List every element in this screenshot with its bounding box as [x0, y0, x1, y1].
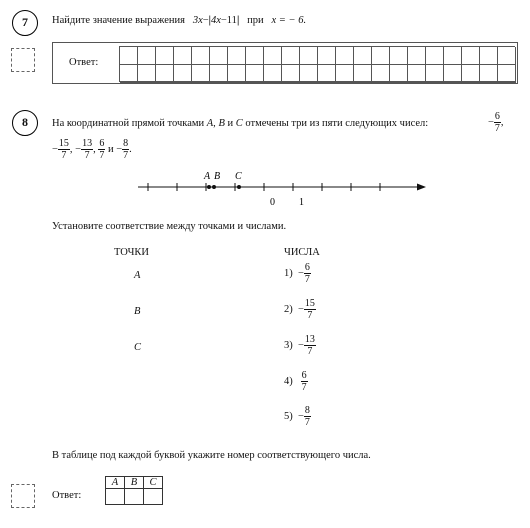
answer-grid-cell[interactable] [390, 47, 408, 65]
option-3 [284, 334, 316, 357]
option-4-num: 6 [301, 370, 307, 381]
intro-fraction-1-frac [494, 111, 501, 134]
one-label: 1 [299, 197, 304, 208]
option-2-num: 15 [304, 298, 315, 309]
intro-fraction-2 [58, 138, 70, 161]
expr-part-b: 4x [210, 15, 221, 26]
zero-label: 0 [270, 197, 275, 208]
point-b-dot [212, 185, 216, 189]
answer-grid-cell[interactable] [174, 65, 192, 83]
task-7-score-box [11, 48, 35, 72]
task-8-conj: и [227, 118, 234, 129]
answer-grid-cell[interactable] [462, 65, 480, 83]
intro-fraction-4-den: 7 [99, 150, 105, 161]
answer-grid-cell[interactable] [246, 65, 264, 83]
number-line-arrow [417, 184, 426, 191]
task-7-when: при [247, 15, 264, 26]
task-7-prompt [52, 15, 306, 26]
point-a-label: A [204, 171, 211, 182]
answer-grid-cell[interactable] [156, 47, 174, 65]
answer-grid-cell[interactable] [408, 65, 426, 83]
abs-bar-right: | [236, 15, 240, 26]
answer-grid-cell[interactable] [498, 65, 516, 83]
point-c-dot [237, 185, 241, 189]
task-8-answer-label: Ответ: [52, 490, 82, 501]
answer-grid-cell[interactable] [498, 47, 516, 65]
task-8-score-box [11, 484, 35, 508]
answer-table-header-b: B [125, 477, 144, 489]
answer-grid-cell[interactable] [174, 47, 192, 65]
option-5-den: 7 [304, 417, 310, 428]
answer-grid-cell[interactable] [318, 65, 336, 83]
task-8-intro [52, 118, 428, 129]
task-8-intro-1: На координатной прямой точками [52, 118, 205, 129]
answer-cell-b[interactable] [125, 489, 144, 505]
expr-minus: − [202, 15, 209, 26]
option-1-num: 6 [304, 262, 310, 273]
intro-conj: и [107, 143, 114, 155]
option-2-index: 2) [284, 303, 293, 315]
point-a-dot [207, 185, 211, 189]
answer-grid-cell[interactable] [228, 47, 246, 65]
points-item-a: A [134, 270, 141, 281]
answer-grid-cell[interactable] [120, 47, 138, 65]
intro-fraction-4-num: 6 [99, 138, 105, 149]
answer-grid-cell[interactable] [336, 65, 354, 83]
points-item-b: B [134, 306, 141, 317]
answer-grid-cell[interactable] [426, 47, 444, 65]
expr-part-c: −11 [220, 15, 237, 26]
answer-grid-cell[interactable] [138, 47, 156, 65]
option-5-sign: − [298, 410, 304, 422]
answer-table [105, 476, 163, 505]
intro-fraction-3-num: 13 [82, 138, 93, 149]
task-8-bottom-instruction: В таблице под каждой буквой укажите номер соответствующего числа. [52, 450, 371, 461]
answer-grid-cell[interactable] [228, 65, 246, 83]
task-7-answer-grid[interactable] [119, 46, 515, 82]
intro-fraction-5-sign: − [116, 143, 123, 155]
answer-grid-cell[interactable] [462, 47, 480, 65]
point-c-label: C [235, 171, 242, 182]
intro-fraction-5-den: 7 [123, 150, 129, 161]
expr-part-a: 3x [192, 15, 203, 26]
answer-grid-cell[interactable] [120, 65, 138, 83]
option-2-sign: − [298, 303, 304, 315]
option-3-frac [304, 334, 316, 357]
option-1 [284, 262, 311, 285]
answer-grid-cell[interactable] [156, 65, 174, 83]
option-1-index: 1) [284, 267, 293, 279]
abs-bar-left: | [208, 15, 211, 26]
intro-fractions-line-2: − $\frac{15}{7}$ , − $\frac{13}{7}$ , $\frac{6}{7}$ и − $\frac{8}{7}$ . [52, 138, 132, 161]
option-4 [284, 370, 308, 393]
task-7-condition: x = − 6. [271, 15, 307, 26]
task-8-point-a: A, [206, 118, 216, 129]
answer-grid-cell[interactable] [372, 47, 390, 65]
answer-table-header-c: C [144, 477, 163, 489]
answer-grid-cell[interactable] [264, 65, 282, 83]
points-item-c: C [134, 342, 142, 353]
answer-grid-cell[interactable] [480, 65, 498, 83]
task-8-number: 8 [12, 110, 38, 136]
answer-grid-cell[interactable] [192, 65, 210, 83]
intro-fraction-2-sign: − [52, 143, 58, 155]
answer-grid-cell[interactable] [282, 65, 300, 83]
points-header: ТОЧКИ [114, 247, 150, 258]
option-1-sign: − [298, 267, 304, 279]
task-7-number: 7 [12, 10, 38, 36]
answer-grid-cell[interactable] [246, 47, 264, 65]
intro-fraction-3 [81, 138, 93, 161]
intro-fraction-1-num: 6 [494, 111, 500, 122]
intro-fraction-1-comma: , [500, 116, 504, 128]
answer-grid-cell[interactable] [354, 47, 372, 65]
task-7-answer-label: Ответ: [69, 57, 99, 68]
answer-grid-cell[interactable] [138, 65, 156, 83]
answer-grid-cell[interactable] [444, 47, 462, 65]
answer-table-header-a: A [106, 477, 125, 489]
number-line [130, 168, 430, 208]
answer-grid-cell[interactable] [318, 47, 336, 65]
answer-grid-cell[interactable] [426, 65, 444, 83]
option-3-sign: − [298, 339, 304, 351]
answer-grid-cell[interactable] [354, 65, 372, 83]
answer-grid-cell[interactable] [264, 47, 282, 65]
option-4-den: 7 [301, 382, 307, 393]
answer-grid-cell[interactable] [282, 47, 300, 65]
answer-grid-cell[interactable] [210, 65, 228, 83]
intro-fraction-5-num: 8 [123, 138, 129, 149]
option-5-frac [304, 405, 311, 428]
option-5 [284, 405, 311, 428]
task-8-point-b: B [218, 118, 225, 129]
answer-grid-cell[interactable] [210, 47, 228, 65]
answer-grid-cell[interactable] [300, 65, 318, 83]
task-7-answer-frame [52, 42, 518, 84]
option-2-den: 7 [307, 310, 313, 321]
intro-fraction-4 [98, 138, 105, 161]
intro-fraction-1 [488, 111, 504, 134]
option-2-frac [304, 298, 316, 321]
task-8-instruction: Установите соответствие между точками и числами. [52, 221, 287, 232]
answer-grid-cell[interactable] [336, 47, 354, 65]
answer-grid-cell[interactable] [372, 65, 390, 83]
option-5-num: 8 [304, 405, 310, 416]
answer-cell-c[interactable] [144, 489, 163, 505]
task-8-point-c: C [235, 118, 243, 129]
option-2 [284, 298, 316, 321]
answer-grid-cell[interactable] [300, 47, 318, 65]
option-1-frac [304, 262, 311, 285]
intro-fraction-3-sign: − [75, 143, 82, 155]
option-4-index: 4) [284, 375, 293, 387]
numbers-header: ЧИСЛА [284, 247, 320, 258]
intro-fraction-1-sign: − [488, 116, 494, 128]
intro-fraction-1-den: 7 [494, 123, 500, 134]
option-5-index: 5) [284, 410, 293, 422]
answer-grid-cell[interactable] [408, 47, 426, 65]
option-1-den: 7 [304, 274, 310, 285]
task-7-prompt-text: Найдите значение выражения [52, 15, 185, 26]
answer-grid-cell[interactable] [480, 47, 498, 65]
answer-grid-cell[interactable] [444, 65, 462, 83]
intro-fraction-5 [122, 138, 129, 161]
option-3-num: 13 [304, 334, 315, 345]
intro-fraction-2-num: 15 [58, 138, 69, 149]
task-8-intro-2: отмечены три из пяти следующих чисел: [245, 118, 429, 129]
intro-fraction-2-den: 7 [61, 150, 67, 161]
option-3-den: 7 [307, 346, 313, 357]
answer-grid-cell[interactable] [390, 65, 408, 83]
option-3-index: 3) [284, 339, 293, 351]
option-4-frac [301, 370, 308, 393]
answer-cell-a[interactable] [106, 489, 125, 505]
answer-grid-cell[interactable] [192, 47, 210, 65]
point-b-label: B [214, 171, 221, 182]
intro-fraction-3-den: 7 [84, 150, 90, 161]
